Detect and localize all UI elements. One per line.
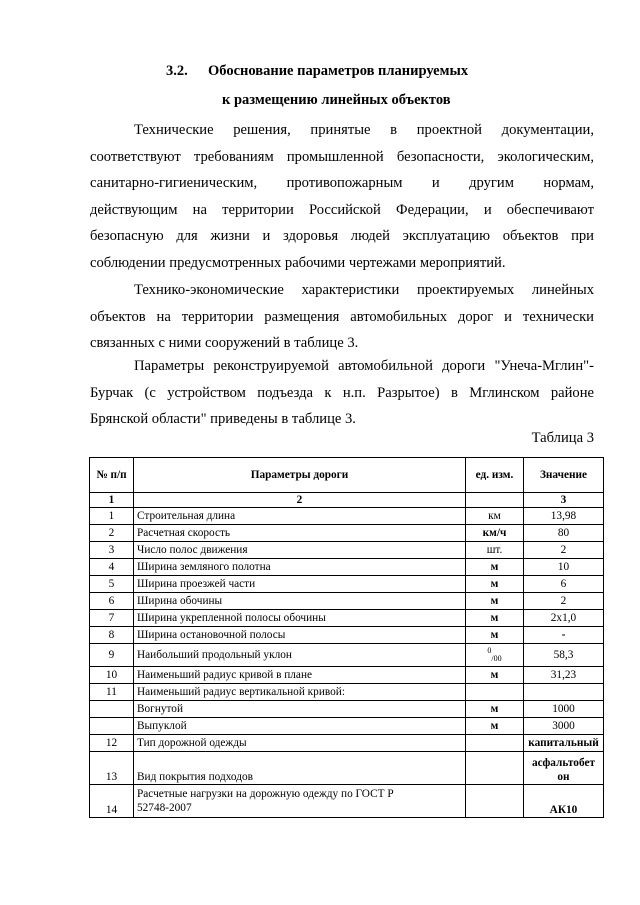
row-number: 1 xyxy=(90,508,134,525)
row-number: 14 xyxy=(90,785,134,818)
row-value: капитальный xyxy=(524,735,604,752)
row-number xyxy=(90,718,134,735)
row-number: 5 xyxy=(90,576,134,593)
paragraph-line: Параметры реконструируемой автомобильной дороги "Унеча-Мглин"- xyxy=(134,358,594,374)
row-value: 13,98 xyxy=(524,508,604,525)
row-parameter: Наименьший радиус вертикальной кривой: xyxy=(134,684,466,701)
row-number: 7 xyxy=(90,610,134,627)
row-value-line: асфальтобет xyxy=(531,757,596,770)
row-value: 80 xyxy=(524,525,604,542)
header-unit: ед. изм. xyxy=(466,458,524,493)
row-value xyxy=(524,684,604,701)
table-row xyxy=(90,525,604,542)
row-unit: м xyxy=(466,701,524,718)
paragraph-line: объектов на территории размещения автомобильных дорог и технически xyxy=(90,308,594,325)
row-unit: км xyxy=(466,508,524,525)
row-parameter: Ширина проезжей части xyxy=(134,576,466,593)
row-value: 6 xyxy=(524,576,604,593)
row-value: 10 xyxy=(524,559,604,576)
unit-subscript: /00 xyxy=(491,654,502,664)
row-value: 2х1,0 xyxy=(524,610,604,627)
table-caption: Таблица 3 xyxy=(531,430,594,446)
row-value: 58,3 xyxy=(524,644,604,667)
row-number: 12 xyxy=(90,735,134,752)
row-number xyxy=(90,701,134,718)
row-unit-permille xyxy=(466,644,524,667)
table-row xyxy=(90,701,604,718)
row-parameter xyxy=(134,785,466,818)
table-row xyxy=(90,559,604,576)
column-number-row xyxy=(90,493,604,508)
row-unit: м xyxy=(466,718,524,735)
row-parameter: Вогнутой xyxy=(134,701,466,718)
row-parameter: Строительная длина xyxy=(134,508,466,525)
paragraph-line: связанных с ними сооружений в таблице 3. xyxy=(90,335,359,352)
table-row xyxy=(90,644,604,667)
row-value: 2 xyxy=(524,593,604,610)
row-number: 4 xyxy=(90,559,134,576)
paragraph-line: санитарно-гигиеническим, противопожарным и другим нормам, xyxy=(90,175,594,192)
row-number: 3 xyxy=(90,542,134,559)
row-parameter: Наименьший радиус кривой в плане xyxy=(134,667,466,684)
section-title-line-2: к размещению линейных объектов xyxy=(222,92,451,108)
table-row xyxy=(90,785,604,818)
row-unit: шт. xyxy=(466,542,524,559)
row-unit: м xyxy=(466,593,524,610)
row-value xyxy=(524,752,604,785)
row-parameter: Наибольший продольный уклон xyxy=(134,644,466,667)
table-row xyxy=(90,627,604,644)
header-value: Значение xyxy=(524,458,604,493)
table-row xyxy=(90,593,604,610)
row-value: 31,23 xyxy=(524,667,604,684)
row-number: 10 xyxy=(90,667,134,684)
column-number xyxy=(466,493,524,508)
table-row xyxy=(90,508,604,525)
table-header-row xyxy=(90,458,604,493)
column-number: 3 xyxy=(524,493,604,508)
column-number: 1 xyxy=(90,493,134,508)
row-value: 2 xyxy=(524,542,604,559)
paragraph-line: Технико-экономические характеристики проектируемых линейных xyxy=(134,282,594,298)
road-parameters-table xyxy=(89,457,604,818)
table-row xyxy=(90,735,604,752)
row-number: 8 xyxy=(90,627,134,644)
section-heading xyxy=(166,63,468,80)
section-title-line-1: Обоснование параметров планируемых xyxy=(208,63,469,79)
paragraph-1 xyxy=(90,117,594,277)
row-parameter-line: 52748-2007 xyxy=(137,802,192,815)
row-parameter: Тип дорожной одежды xyxy=(134,735,466,752)
paragraph-line: действующим на территории Российской Федерации, и обеспечивают xyxy=(90,201,594,218)
table-row xyxy=(90,610,604,627)
row-unit: м xyxy=(466,667,524,684)
row-value: 1000 xyxy=(524,701,604,718)
paragraph-line: Брянской области" приведены в таблице 3. xyxy=(90,411,356,428)
row-parameter: Ширина остановочной полосы xyxy=(134,627,466,644)
table-row xyxy=(90,576,604,593)
paragraph-line: соответствуют требованиям промышленной безопасности, экологическим, xyxy=(90,148,594,165)
paragraph-line: Технические решения, принятые в проектной документации, xyxy=(134,122,594,138)
row-parameter: Вид покрытия подходов xyxy=(134,752,466,785)
table-row xyxy=(90,718,604,735)
row-number: 13 xyxy=(90,752,134,785)
header-number: № п/п xyxy=(90,458,134,493)
paragraph-2 xyxy=(90,277,594,357)
row-unit: м xyxy=(466,576,524,593)
row-number: 2 xyxy=(90,525,134,542)
row-unit xyxy=(466,735,524,752)
row-parameter: Расчетная скорость xyxy=(134,525,466,542)
row-parameter: Ширина обочины xyxy=(134,593,466,610)
table-row xyxy=(90,752,604,785)
row-number: 6 xyxy=(90,593,134,610)
row-value: 3000 xyxy=(524,718,604,735)
row-parameter: Число полос движения xyxy=(134,542,466,559)
paragraph-line: соблюдении предусмотренных рабочими чертежами мероприятий. xyxy=(90,254,506,271)
row-unit xyxy=(466,785,524,818)
paragraph-line: безопасную для жизни и здоровья людей эксплуатацию объектов при xyxy=(90,228,594,245)
unit-superscript: 0 xyxy=(487,646,492,655)
column-number: 2 xyxy=(134,493,466,508)
table-row xyxy=(90,684,604,701)
row-parameter: Выпуклой xyxy=(134,718,466,735)
row-value-line: он xyxy=(557,771,570,784)
table-row xyxy=(90,667,604,684)
row-number: 9 xyxy=(90,644,134,667)
row-number: 11 xyxy=(90,684,134,701)
row-unit: км/ч xyxy=(466,525,524,542)
row-value: АК10 xyxy=(524,785,604,818)
header-parameter: Параметры дороги xyxy=(134,458,466,493)
table-row xyxy=(90,542,604,559)
row-unit: м xyxy=(466,559,524,576)
paragraph-line: Бурчак (с устройством подъезда к н.п. Разрытое) в Мглинском районе xyxy=(90,384,594,401)
row-unit xyxy=(466,684,524,701)
row-value: - xyxy=(524,627,604,644)
row-parameter: Ширина земляного полотна xyxy=(134,559,466,576)
row-unit xyxy=(466,752,524,785)
section-number: 3.2. xyxy=(166,63,188,79)
paragraph-3 xyxy=(90,353,594,433)
row-parameter: Ширина укрепленной полосы обочины xyxy=(134,610,466,627)
row-unit: м xyxy=(466,610,524,627)
row-unit: м xyxy=(466,627,524,644)
row-parameter-line: Расчетные нагрузки на дорожную одежду по ГОСТ Р xyxy=(137,788,394,801)
